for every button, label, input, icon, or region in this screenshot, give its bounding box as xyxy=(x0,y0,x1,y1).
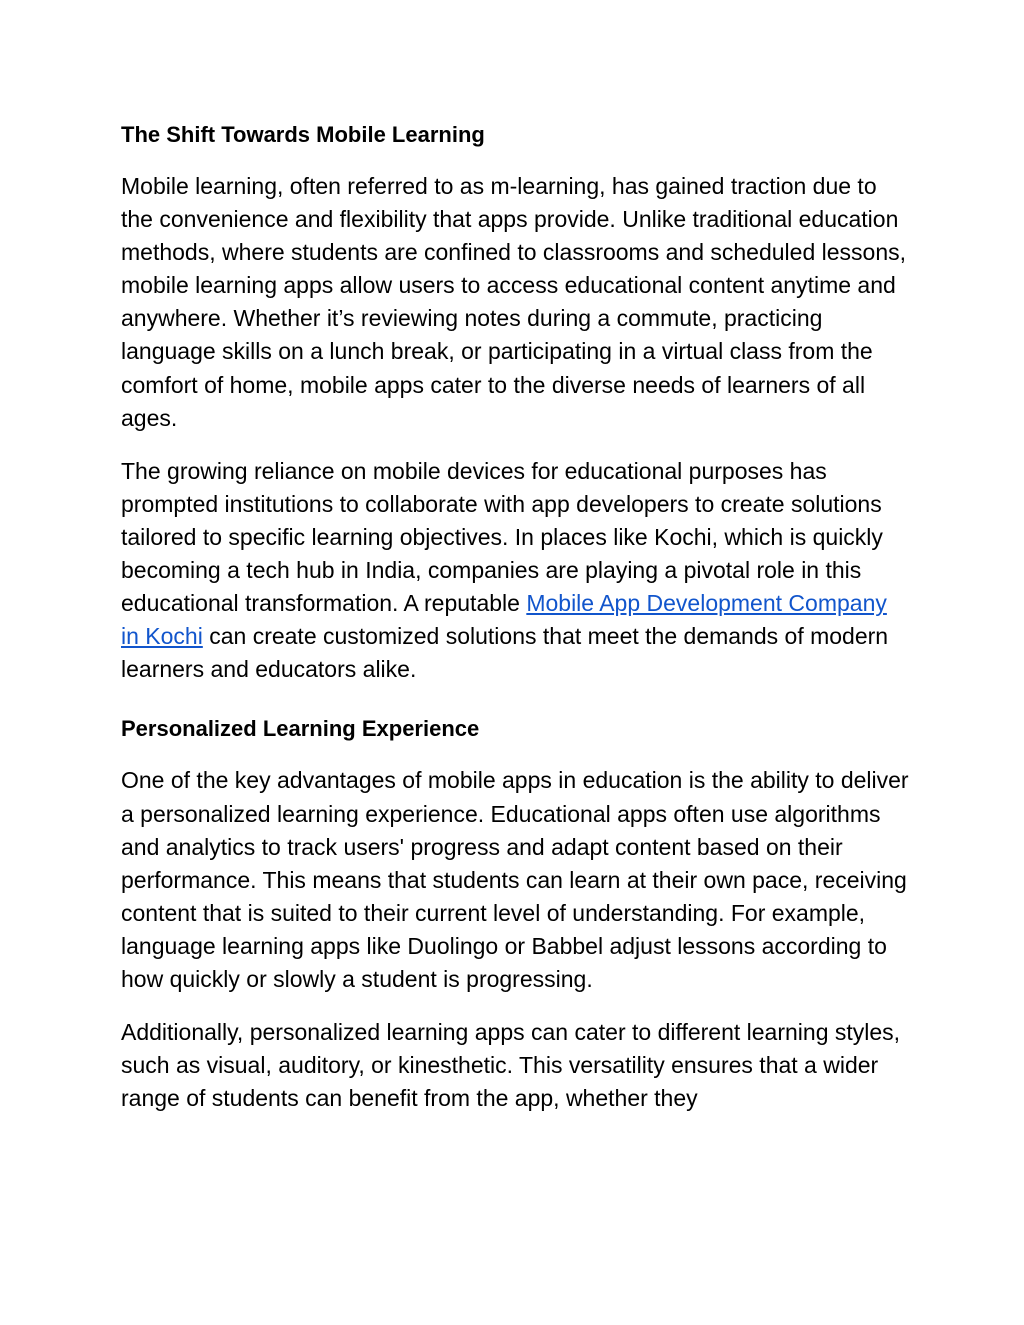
company-link[interactable]: Mobile App Development Company in Kochi xyxy=(121,590,887,650)
section-heading-personalized-learning: Personalized Learning Experience xyxy=(121,716,480,742)
paragraph-learning-styles: Additionally, personalized learning apps can cater to different learning styles, such as visual, auditory, or kinesthetic. This versatility ensures that a wider range of students can benefit from the app, whether they xyxy=(121,1019,901,1112)
section-heading-mobile-learning: The Shift Towards Mobile Learning xyxy=(121,122,485,147)
paragraph-mobile-learning-intro: Mobile learning, often referred to as m-learning, has gained traction due to the convenience and flexibility that apps provide. Unlike traditional education methods, where students are confined to classrooms and scheduled lessons, mobile learning apps allow users to access educational content anytime and anywhere. Whether it’s reviewing notes during a commute, practicing language skills on a lunch break, or participating in a virtual class from the comfort of home, mobile apps cater to the diverse needs of learners of all ages. xyxy=(121,173,906,431)
paragraph-text-before-link: The growing reliance on mobile devices for educational purposes has prompted institutions to collaborate with app developers to create solutions tailored to specific learning objectives. In places like Kochi, which is quickly becoming a tech hub in India, companies are playing a pivotal role in this educational transformation. A reputable xyxy=(121,457,883,617)
paragraph-personalized-experience: One of the key advantages of mobile apps in education is the ability to deliver a personalized learning experience. Educational apps often use algorithms and analytics to track users' progress and adapt content based on their performance. This means that students can learn at their own pace, receiving content that is suited to their current level of understanding. For example, language learning apps like Duolingo or Babbel adjust lessons according to how quickly or slowly a student is progressing. xyxy=(121,767,909,992)
paragraph-institutions-collaboration xyxy=(121,455,911,687)
document-body xyxy=(121,117,911,1115)
paragraph-text-after-link: can create customized solutions that meet the demands of modern learners and educators alike. xyxy=(121,623,889,683)
